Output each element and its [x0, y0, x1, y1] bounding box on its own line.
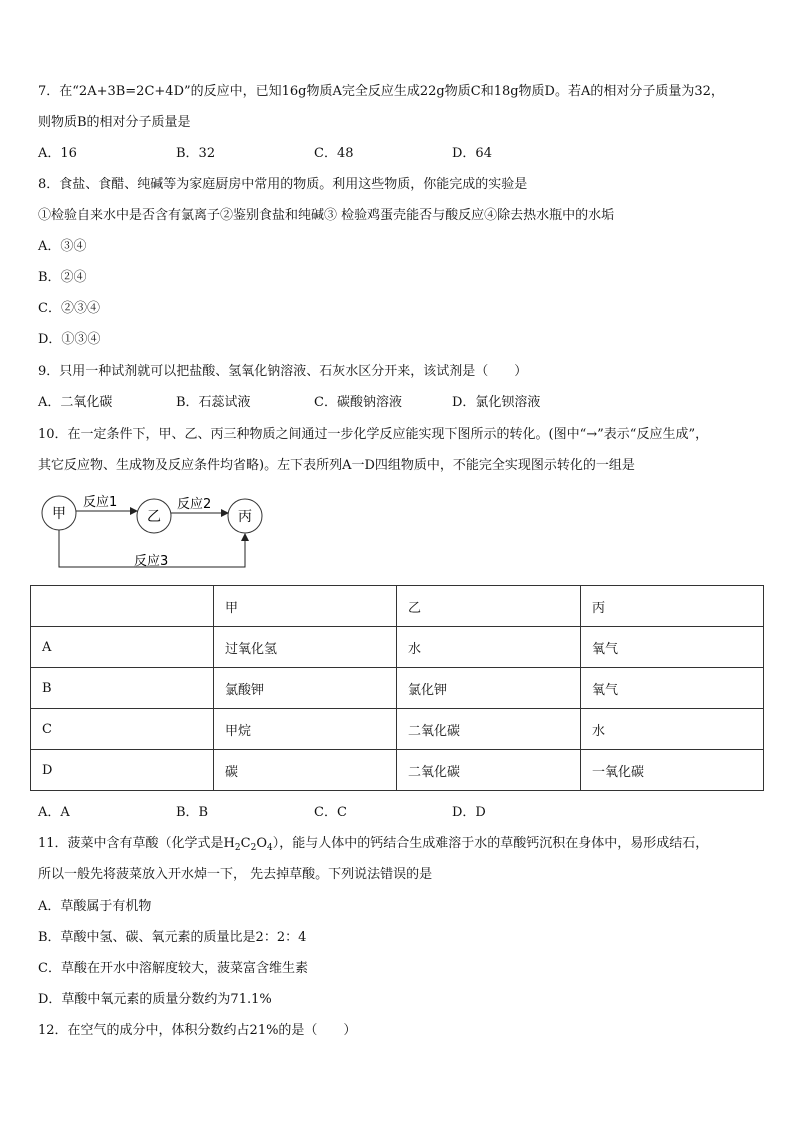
- table-cell: 一氧化碳: [581, 750, 764, 791]
- q9-stem: 9．只用一种试剂就可以把盐酸、氢氧化钠溶液、石灰水区分开来，该试剂是（ ）: [38, 364, 528, 379]
- q11-stem-post: ），能与人体中的钙结合生成难溶于水的草酸钙沉积在身体中，易形成结石，: [272, 836, 709, 851]
- table-cell: 乙: [397, 586, 581, 627]
- q9-option-b: B．石蕊试液: [176, 395, 251, 410]
- q10-option-a: A．A: [38, 805, 70, 820]
- edge-reaction2-label: 反应2: [177, 497, 212, 512]
- q11-stem-line2: 所以一般先将菠菜放入开水焯一下， 先去掉草酸。下列说法错误的是: [38, 867, 433, 882]
- table-cell: 氯化钾: [397, 668, 581, 709]
- q11-option-a: A．草酸属于有机物: [38, 899, 152, 914]
- table-cell: 二氧化碳: [397, 709, 581, 750]
- table-cell: 过氧化氢: [214, 627, 397, 668]
- q7-option-b: B．32: [176, 146, 216, 161]
- conversion-diagram: [30, 488, 270, 572]
- q10-stem-line1: 10．在一定条件下，甲、乙、丙三种物质之间通过一步化学反应能实现下图所示的转化。(图中“→”表示“反应生成”，: [38, 427, 709, 442]
- q8-stem: 8．食盐、食醋、纯碱等为家庭厨房中常用的物质。利用这些物质，你能完成的实验是: [38, 177, 528, 192]
- table-cell: C: [31, 709, 214, 750]
- q10-option-d: D．D: [452, 805, 486, 820]
- formula-subscript: 4: [266, 843, 273, 853]
- table-cell: B: [31, 668, 214, 709]
- q11-option-d: D．草酸中氧元素的质量分数约为71.1%: [38, 992, 272, 1007]
- table-cell: 水: [397, 627, 581, 668]
- q11-option-c: C．草酸在开水中溶解度较大，菠菜富含维生素: [38, 961, 308, 976]
- formula-element: O: [256, 836, 267, 851]
- node-jia-label: 甲: [52, 506, 66, 522]
- table-row: [31, 709, 764, 750]
- table-cell: D: [31, 750, 214, 791]
- q12-stem: 12．在空气的成分中，体积分数约占21%的是（ ）: [38, 1023, 357, 1038]
- q8-option-b: B．②④: [38, 270, 87, 285]
- table-cell: 丙: [581, 586, 764, 627]
- q11-stem-line1: [38, 836, 708, 856]
- q7-option-c: C．48: [314, 146, 354, 161]
- q11-option-b: B．草酸中氢、碳、氧元素的质量比是2：2：4: [38, 930, 307, 945]
- table-cell: 二氧化碳: [397, 750, 581, 791]
- table-row: [31, 750, 764, 791]
- formula-subscript: 2: [234, 843, 241, 853]
- formula-subscript: 2: [250, 843, 257, 853]
- table-cell: 甲烷: [214, 709, 397, 750]
- table-header-row: [31, 586, 764, 627]
- q7-option-d: D．64: [452, 146, 492, 161]
- table-cell: 水: [581, 709, 764, 750]
- q8-option-c: C．②③④: [38, 301, 100, 316]
- table-cell: A: [31, 627, 214, 668]
- node-yi-label: 乙: [147, 509, 161, 525]
- q10-option-b: B．B: [176, 805, 209, 820]
- q8-option-d: D．①③④: [38, 332, 101, 347]
- q7-stem-line1: 7．在“2A+3B=2C+4D”的反应中，已知16g物质A完全反应生成22g物质C和18g物质D。若A的相对分子质量为32，: [38, 84, 724, 99]
- q10-substance-table: [30, 585, 764, 791]
- table-cell: 甲: [214, 586, 397, 627]
- q9-option-d: D．氯化钡溶液: [452, 395, 541, 410]
- q9-option-a: A．二氧化碳: [38, 395, 113, 410]
- table-row: [31, 668, 764, 709]
- table-cell: [31, 586, 214, 627]
- formula-element: C: [240, 836, 251, 851]
- q7-option-a: A．16: [38, 146, 77, 161]
- table-cell: 碳: [214, 750, 397, 791]
- q11-stem-pre: 11．菠菜中含有草酸（化学式是H: [38, 836, 235, 851]
- q8-option-a: A．③④: [38, 239, 87, 254]
- q9-option-c: C．碳酸钠溶液: [314, 395, 402, 410]
- q8-experiments: ①检验自来水中是否含有氯离子②鉴别食盐和纯碱③ 检验鸡蛋壳能否与酸反应④除去热水瓶中的水垢: [38, 208, 615, 223]
- q10-stem-line2: 其它反应物、生成物及反应条件均省略)。左下表所列A一D四组物质中，不能完全实现图示转化的一组是: [38, 458, 635, 473]
- q7-stem-line2: 则物质B的相对分子质量是: [38, 115, 191, 130]
- table-cell: 氧气: [581, 627, 764, 668]
- table-row: [31, 627, 764, 668]
- node-bing-label: 丙: [238, 509, 252, 525]
- q10-option-c: C．C: [314, 805, 347, 820]
- table-cell: 氧气: [581, 668, 764, 709]
- table-cell: 氯酸钾: [214, 668, 397, 709]
- edge-reaction3-label: 反应3: [134, 554, 169, 569]
- edge-reaction1-label: 反应1: [83, 495, 118, 510]
